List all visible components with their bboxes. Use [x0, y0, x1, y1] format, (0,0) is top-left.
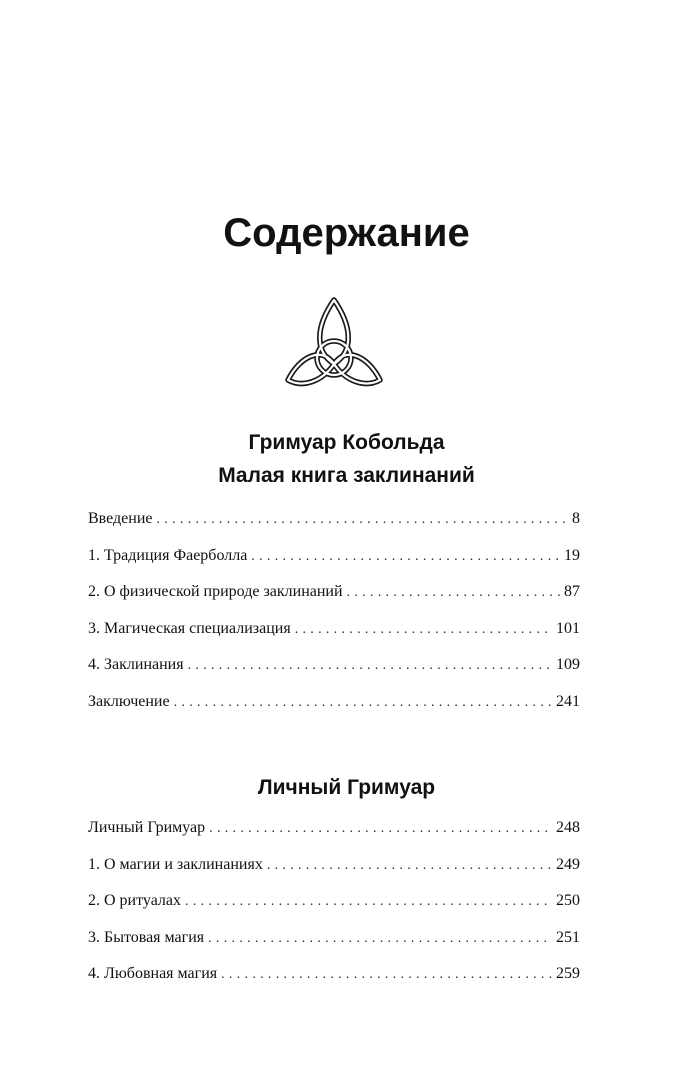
toc-leader-dots — [157, 509, 569, 531]
toc-entry[interactable] — [88, 854, 580, 891]
toc-leader-dots — [185, 891, 552, 913]
toc-entry[interactable] — [88, 927, 580, 964]
toc-entry[interactable] — [88, 654, 580, 691]
toc-entry[interactable] — [88, 508, 580, 545]
toc-entry-page: 251 — [556, 928, 580, 946]
toc-entry-title: 4. Заклинания — [88, 656, 184, 673]
section-heading-personal-grimoire: Личный Гримуар — [257, 776, 436, 799]
toc-entry-page: 101 — [556, 619, 580, 637]
toc-entry-title: 1. Традиция Фаерболла — [88, 546, 248, 564]
toc-entry-page: 8 — [572, 510, 580, 527]
toc-entry[interactable] — [88, 963, 580, 1000]
toc-entry[interactable] — [88, 545, 580, 582]
toc-entry-title: 4. Любовная магия — [88, 965, 218, 982]
toc-entry-page: 19 — [564, 546, 580, 564]
section-subheading-small-book: Малая книга заклинаний — [218, 464, 475, 487]
toc-leader-dots — [251, 546, 560, 568]
toc-entry-title: 2. О физической природе заклинаний — [88, 583, 343, 600]
toc-entry[interactable] — [88, 691, 580, 728]
toc-entry-page: 249 — [556, 855, 580, 873]
toc-leader-dots — [221, 964, 552, 986]
toc-entry-title: Заключение — [88, 692, 170, 710]
toc-leader-dots — [295, 619, 552, 641]
toc-entry-page: 241 — [556, 692, 580, 710]
toc-entry-title: 3. Магическая специализация — [88, 619, 291, 637]
toc-leader-dots — [174, 692, 552, 714]
toc-leader-dots — [347, 582, 560, 604]
toc-entry[interactable] — [88, 581, 580, 618]
toc-entry-title: Личный Гримуар — [88, 819, 206, 836]
toc-leader-dots — [209, 818, 552, 840]
toc-leader-dots — [267, 855, 552, 877]
toc-entry-title: 3. Бытовая магия — [88, 928, 205, 946]
toc-entry-page: 250 — [556, 892, 580, 909]
toc-entry-title: 2. О ритуалах — [88, 892, 182, 909]
section-heading-kobold-grimoire: Гримуар Кобольда — [248, 431, 445, 454]
toc-entry-title: Введение — [88, 510, 153, 527]
toc-leader-dots — [188, 655, 552, 677]
toc-entry[interactable] — [88, 817, 580, 854]
celtic-triquetra-knot-icon — [282, 296, 386, 390]
toc-list-personal-grimoire — [88, 817, 580, 1000]
toc-entry-title: 1. О магии и заклинаниях — [88, 855, 263, 873]
page-title: Содержание — [223, 211, 470, 255]
toc-entry[interactable] — [88, 890, 580, 927]
toc-entry-page: 109 — [556, 656, 580, 673]
toc-entry-page: 87 — [564, 583, 580, 600]
toc-entry[interactable] — [88, 618, 580, 655]
toc-entry-page: 248 — [556, 819, 580, 836]
toc-leader-dots — [208, 928, 552, 950]
toc-entry-page: 259 — [556, 965, 580, 982]
toc-list-kobold-grimoire — [88, 508, 580, 727]
